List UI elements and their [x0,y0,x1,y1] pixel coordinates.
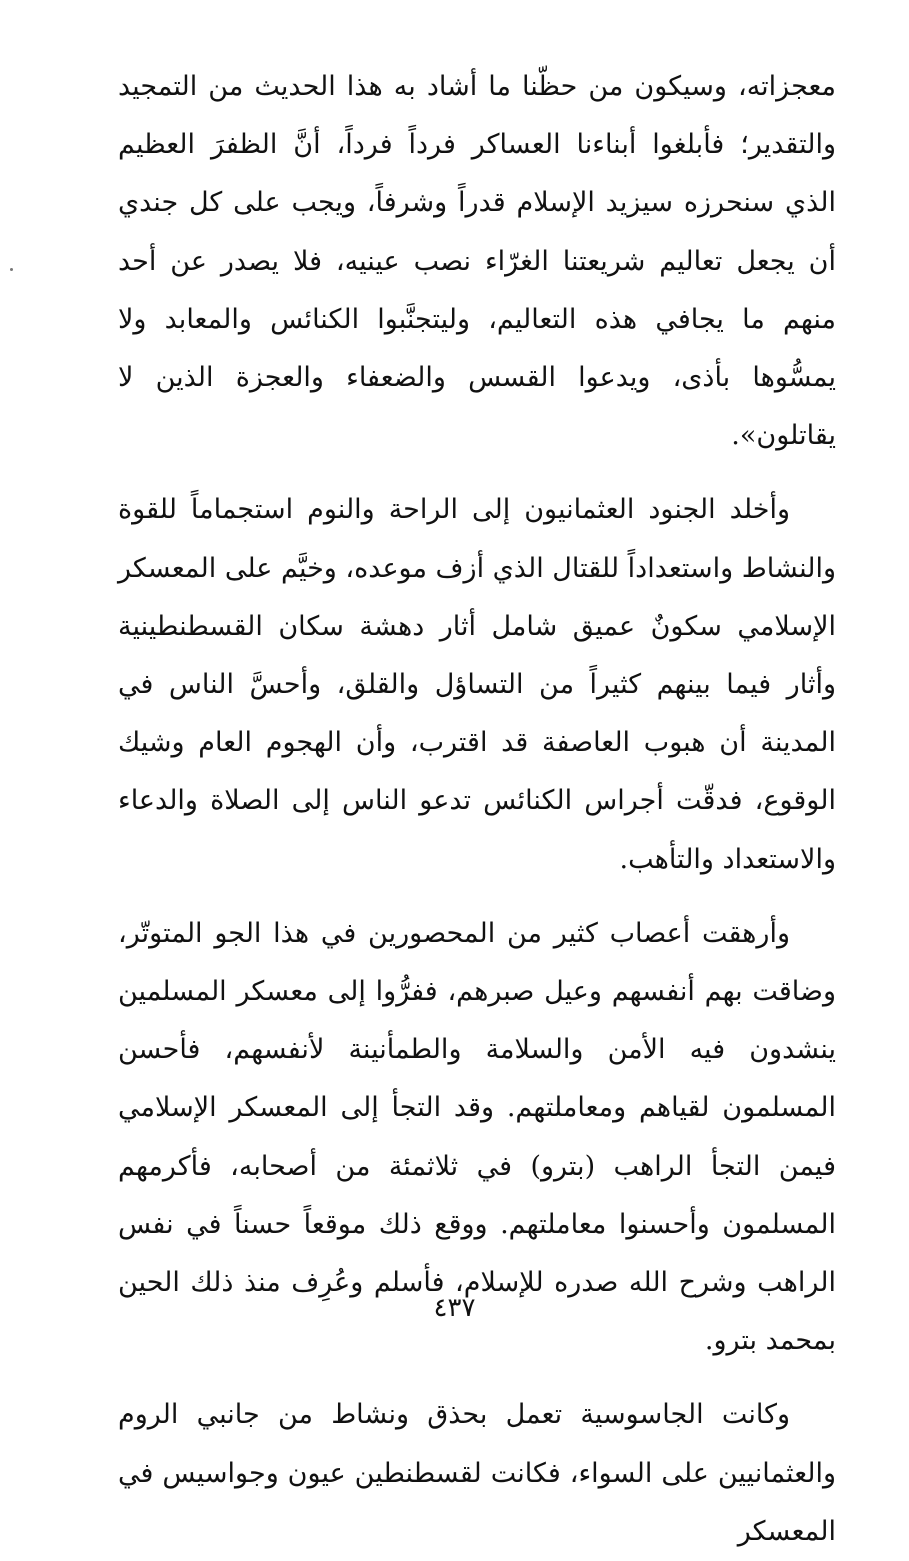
body-text [118,58,836,1561]
paragraph-2: وأخلد الجنود العثمانيون إلى الراحة والنوم استجماماً للقوة والنشاط واستعداداً للقتال الذي أزف موعده، وخيَّم على المعسكر الإسلامي سكونٌ عميق شامل أثار دهشة سكان القسطنطينية وأثار فيما بينهم كثيراً من التساؤل والقلق، وأحسَّ الناس في المدينة أن هبوب العاصفة قد اقترب، وأن الهجوم العام وشيك الوقوع، فدقّت أجراس الكنائس تدعو الناس إلى الصلاة والدعاء والاستعداد والتأهب. [118,494,836,875]
margin-speck [10,268,13,271]
page-number: ٤٣٧ [433,1293,476,1323]
paragraph-1: معجزاته، وسيكون من حظّنا ما أشاد به هذا الحديث من التمجيد والتقدير؛ فأبلغوا أبناءنا العساكر فرداً فرداً، أنَّ الظفرَ العظيم الذي سنحرزه سيزيد الإسلام قدراً وشرفاً، ويجب على كل جندي أن يجعل تعاليم شريعتنا الغرّاء نصب عينيه، فلا يصدر عن أحد منهم ما يجافي هذه التعاليم، وليتجنَّبوا الكنائس والمعابد ولا يمسُّوها بأذى، ويدعوا القسس والضعفاء والعجزة الذين لا يقاتلون». [118,71,836,452]
paragraph-4: وكانت الجاسوسية تعمل بحذق ونشاط من جانبي الروم والعثمانيين على السواء، فكانت لقسطنطين عيون وجواسيس في المعسكر [118,1399,836,1547]
paragraph-3: وأرهقت أعصاب كثير من المحصورين في هذا الجو المتوتّر، وضاقت بهم أنفسهم وعيل صبرهم، ففرُّوا إلى معسكر المسلمين ينشدون فيه الأمن والسلامة والطمأنينة لأنفسهم، فأحسن المسلمون لقياهم ومعاملتهم. وقد التجأ إلى المعسكر الإسلامي فيمن التجأ الراهب (بترو) في ثلاثمئة من أصحابه، فأكرمهم المسلمون وأحسنوا معاملتهم. ووقع ذلك موقعاً حسناً في نفس الراهب وشرح الله صدره للإسلام، فأسلم وعُرِف منذ ذلك الحين بمحمد بترو. [118,917,836,1357]
